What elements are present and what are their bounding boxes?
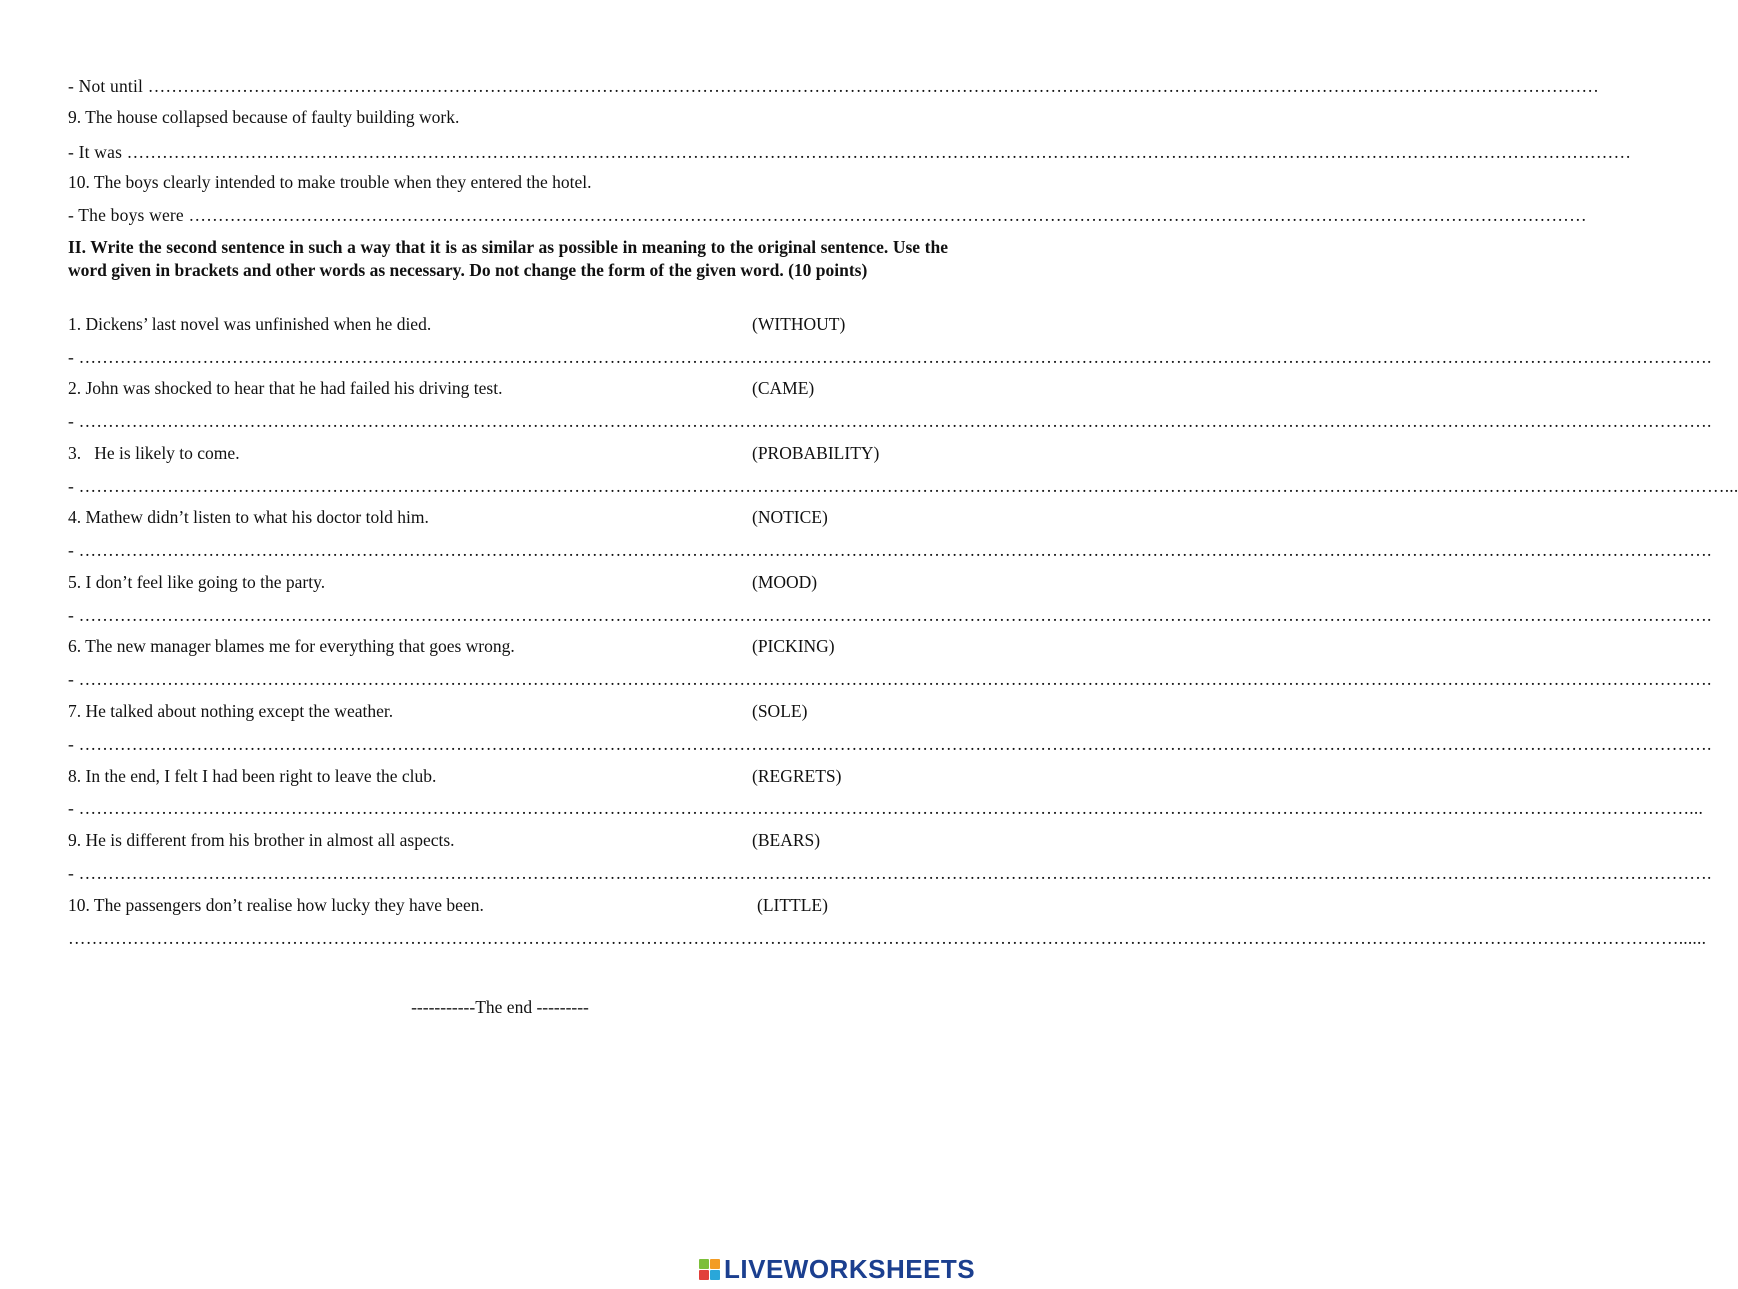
part2-question-2: 2. John was shocked to hear that he had failed his driving test. <box>68 378 503 398</box>
logo-block-orange <box>710 1259 720 1269</box>
part2-answer-line-1[interactable]: - ……………………………………………………………………………………………………………………………………………………………………………………………………………………………………………………. <box>68 347 1712 367</box>
part2-answer-line-4[interactable]: - ……………………………………………………………………………………………………………………………………………………………………………………………………………………………………………………. <box>68 540 1712 560</box>
part1-question-10: 10. The boys clearly intended to make trouble when they entered the hotel. <box>68 172 592 192</box>
part1-answer-line-9[interactable]: - It was ………………………………………………………………………………………………………………………………………………………………………………………………………………………………… <box>68 142 1632 162</box>
part2-question-5: 5. I don’t feel like going to the party. <box>68 572 326 592</box>
part2-question-7: 7. He talked about nothing except the weather. <box>68 701 394 721</box>
part2-hint-2: (CAME) <box>752 378 815 398</box>
part2-question-6: 6. The new manager blames me for everything that goes wrong. <box>68 636 515 656</box>
liveworksheets-logo-icon <box>699 1259 720 1280</box>
part2-answer-line-2[interactable]: - ……………………………………………………………………………………………………………………………………………………………………………………………………………………………………………………. <box>68 411 1712 431</box>
liveworksheets-logo[interactable] <box>699 1253 975 1285</box>
part2-hint-7: (SOLE) <box>752 701 808 721</box>
part2-question-10: 10. The passengers don’t realise how lucky they have been. <box>68 895 484 915</box>
part2-question-4: 4. Mathew didn’t listen to what his doctor told him. <box>68 507 429 527</box>
part2-hint-3: (PROBABILITY) <box>752 443 880 463</box>
part2-question-3: 3. He is likely to come. <box>68 443 240 463</box>
logo-block-cyan <box>710 1270 720 1280</box>
part2-answer-line-9[interactable]: - ……………………………………………………………………………………………………………………………………………………………………………………………………………………………………………………. <box>68 863 1712 883</box>
part2-instruction: II. Write the second sentence in such a way that it is as similar as possible in meaning to the original sentence. Use the word given in brackets and other words as necessary. Do not change the form of the given word. (10 points) <box>68 237 948 280</box>
part2-question-9: 9. He is different from his brother in almost all aspects. <box>68 830 455 850</box>
part2-answer-line-6[interactable]: - ……………………………………………………………………………………………………………………………………………………………………………………………………………………………………………………. <box>68 669 1712 689</box>
part2-answer-line-5[interactable]: - ……………………………………………………………………………………………………………………………………………………………………………………………………………………………………………………. <box>68 605 1712 625</box>
logo-block-red <box>699 1270 709 1280</box>
part2-hint-6: (PICKING) <box>752 636 835 656</box>
part2-hint-9: (BEARS) <box>752 830 821 850</box>
part1-answer-line-8[interactable]: - Not until ………………………………………………………………………………………………………………………………………………………………………………………………………………………… <box>68 76 1600 96</box>
part2-hint-5: (MOOD) <box>752 572 818 592</box>
part2-answer-line-3[interactable]: - ………………………………………………………………………………………………………………………………………………………………………………………………………………………………………………………... <box>68 476 1738 496</box>
logo-text: LIVEWORKSHEETS <box>724 1253 976 1284</box>
part2-hint-1: (WITHOUT) <box>752 314 846 334</box>
part2-hint-10: (LITTLE) <box>757 895 828 915</box>
part2-hint-8: (REGRETS) <box>752 766 842 786</box>
part1-question-9: 9. The house collapsed because of faulty building work. <box>68 107 460 127</box>
logo-block-green <box>699 1259 709 1269</box>
end-marker: -----------The end --------- <box>411 997 589 1017</box>
part2-question-8: 8. In the end, I felt I had been right to leave the club. <box>68 766 437 786</box>
part2-question-1: 1. Dickens’ last novel was unfinished when he died. <box>68 314 432 334</box>
part1-answer-line-10[interactable]: - The boys were ………………………………………………………………………………………………………………………………………………………………………………………………………………… <box>68 205 1587 225</box>
part2-answer-line-8[interactable]: - …………………………………………………………………………………………………………………………………………………………………………………………………………………………………………………... <box>68 798 1704 818</box>
part2-hint-4: (NOTICE) <box>752 507 828 527</box>
part2-answer-line-10[interactable]: …………………………………………………………………………………………………………………………………………………………………………………………………………………………………………………...... <box>68 928 1707 948</box>
part2-answer-line-7[interactable]: - ……………………………………………………………………………………………………………………………………………………………………………………………………………………………………………………. <box>68 734 1712 754</box>
